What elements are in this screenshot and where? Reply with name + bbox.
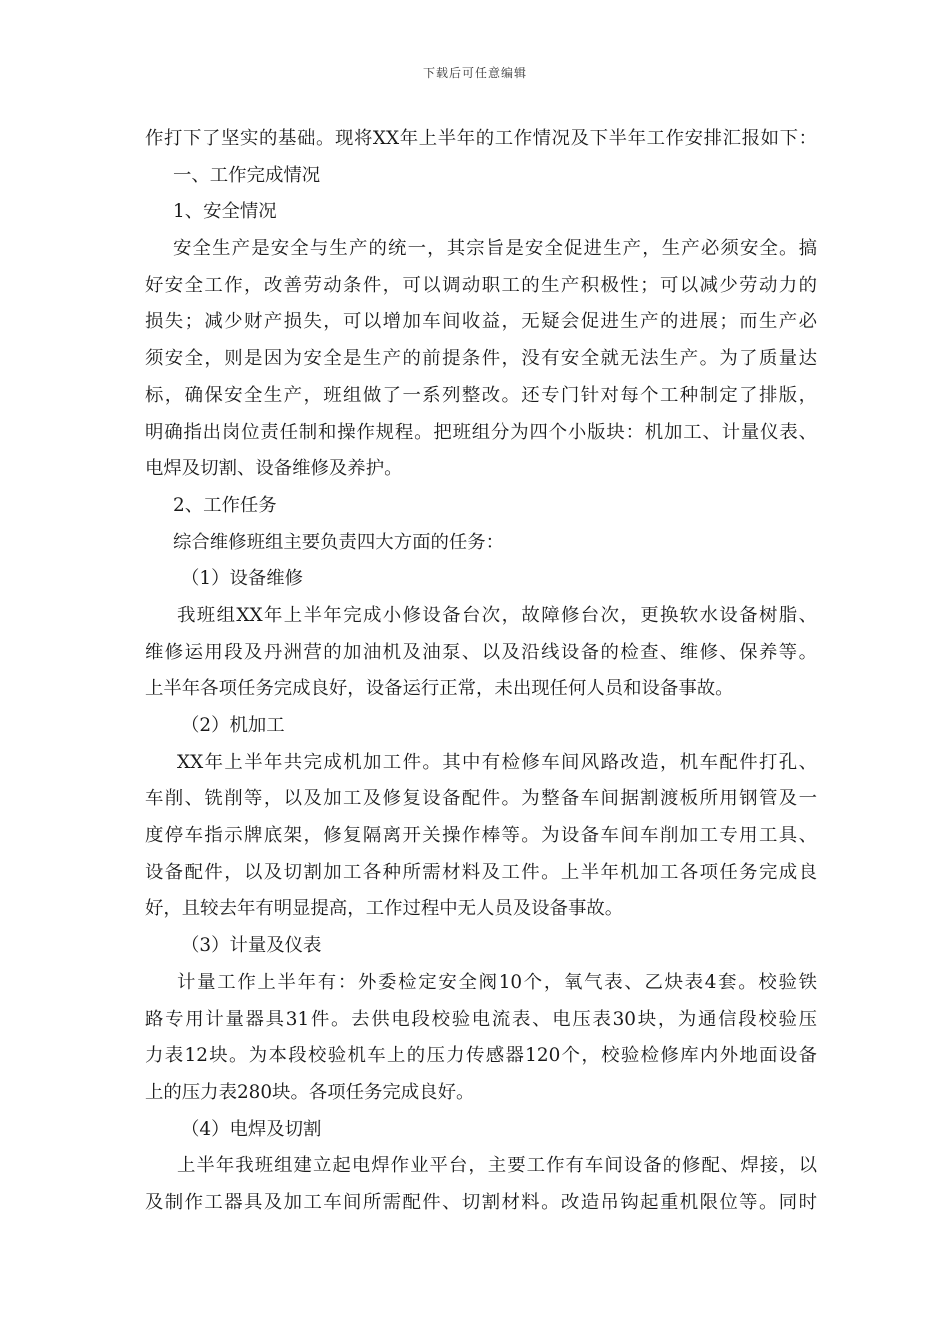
- item-heading: （3）计量及仪表: [181, 935, 322, 957]
- subsection-heading: 2、工作任务: [173, 494, 277, 516]
- section-heading: 一、工作完成情况: [173, 164, 321, 186]
- paragraph-line: 上半年各项任务完成良好，设备运行正常，未出现任何人员和设备事故。: [145, 678, 734, 700]
- paragraph-line: 上半年我班组建立起电焊作业平台，主要工作有车间设备的修配、焊接，以: [177, 1155, 817, 1177]
- paragraph-line: 综合维修班组主要负责四大方面的任务：: [173, 531, 505, 553]
- paragraph-line: 须安全，则是因为安全是生产的前提条件，没有安全就无法生产。为了质量达: [145, 348, 817, 370]
- paragraph-line: 度停车指示牌底架，修复隔离开关操作棒等。为设备车间车削加工专用工具、: [145, 825, 817, 847]
- subsection-heading: 1、安全情况: [173, 201, 277, 223]
- paragraph-line: 安全生产是安全与生产的统一，其宗旨是安全促进生产，生产必须安全。搞: [173, 238, 817, 260]
- item-heading: （4）电焊及切割: [181, 1118, 322, 1140]
- paragraph-line: 好安全工作，改善劳动条件，可以调动职工的生产积极性；可以减少劳动力的: [145, 274, 817, 296]
- document-body: [145, 121, 817, 1222]
- paragraph-line: 标，确保安全生产，班组做了一系列整改。还专门针对每个工种制定了排版，: [145, 384, 817, 406]
- paragraph-line: 我班组XX年上半年完成小修设备台次，故障修台次，更换软水设备树脂、: [177, 604, 817, 626]
- item-heading: （2）机加工: [181, 715, 285, 736]
- paragraph-line: XX年上半年共完成机加工件。其中有检修车间风路改造，机车配件打孔、: [177, 751, 817, 773]
- paragraph-line: 力表12块。为本段校验机车上的压力传感器120个，校验检修库内外地面设备: [145, 1045, 817, 1067]
- paragraph-line: 好，且较去年有明显提高，工作过程中无人员及设备事故。: [145, 898, 624, 920]
- paragraph-line: 车削、铣削等，以及加工及修复设备配件。为整备车间据割渡板所用钢管及一: [145, 788, 817, 810]
- page-header: 下载后可任意编辑: [422, 66, 527, 80]
- paragraph-line: 设备配件，以及切割加工各种所需材料及工件。上半年机加工各项任务完成良: [145, 861, 817, 883]
- paragraph-line: 电焊及切割、设备维修及养护。: [145, 458, 403, 480]
- paragraph-line: 上的压力表280块。各项任务完成良好。: [145, 1081, 475, 1103]
- paragraph-line: 损失；减少财产损失，可以增加车间收益，无疑会促进生产的进展；而生产必: [145, 311, 817, 333]
- paragraph-line: 计量工作上半年有：外委检定安全阀10个，氧气表、乙炔表4套。校验铁: [177, 971, 817, 993]
- paragraph-line: 路专用计量器具31件。去供电段校验电流表、电压表30块，为通信段校验压: [145, 1008, 817, 1030]
- paragraph-line: 明确指出岗位责任制和操作规程。把班组分为四个小版块：机加工、计量仪表、: [145, 421, 817, 443]
- paragraph-line: 及制作工器具及加工车间所需配件、切割材料。改造吊钩起重机限位等。同时: [145, 1191, 817, 1213]
- item-heading: （1）设备维修: [181, 568, 304, 590]
- paragraph-line: 作打下了坚实的基础。现将XX年上半年的工作情况及下半年工作安排汇报如下：: [145, 128, 817, 149]
- paragraph-line: 维修运用段及丹洲营的加油机及油泵、以及沿线设备的检查、维修、保养等。: [145, 641, 817, 663]
